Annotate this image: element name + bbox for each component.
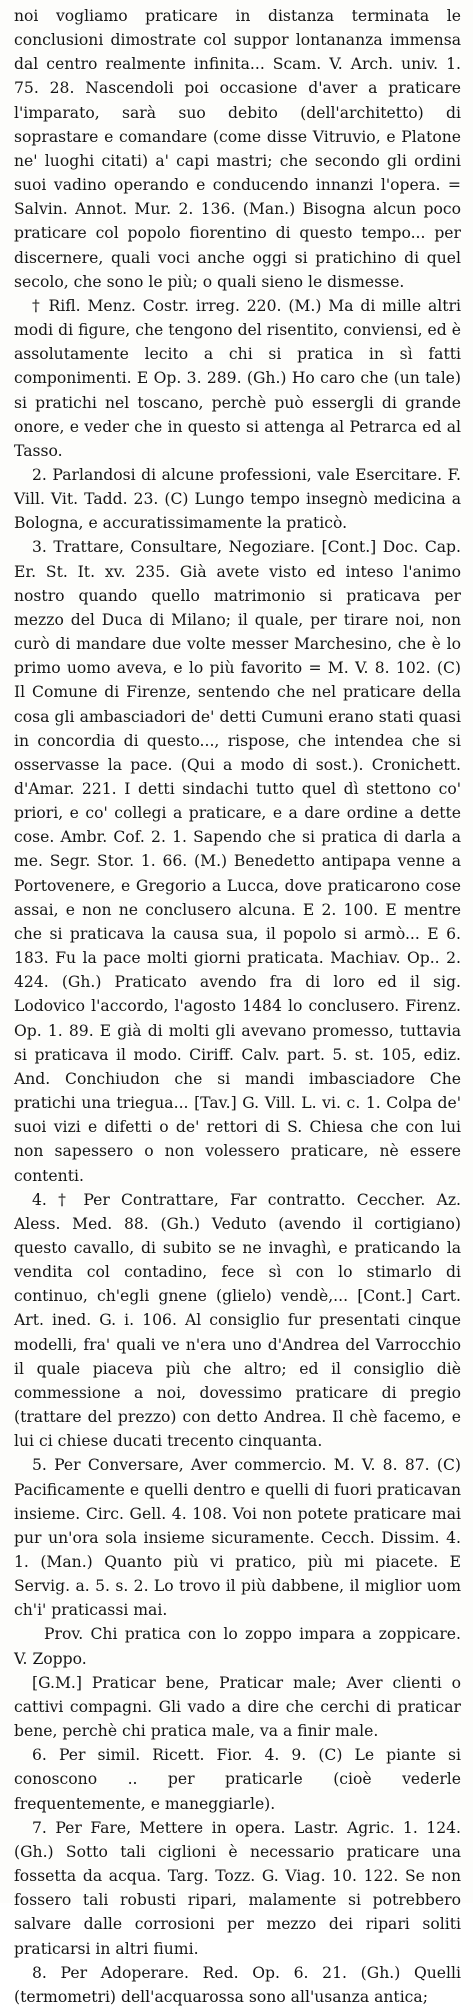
sense-8-adoperare: 8. Per Adoperare. Red. Op. 6. 21. (Gh.) Quelli (termometri) dell'acquarossa sono all'usanza antica; [14, 1963, 461, 2006]
sense-5-conversare: 5. Per Conversare, Aver commercio. M. V. 8. 87. (C) Pacificamente e quelli dentro e quelli di fuori praticavan insieme. Circ. Gell. 4. 108. Voi non potete praticare mai pur un'ora sola insieme sicuramente. Cecch. Dissim. 4. 1. (Man.) Quanto più vi pratico, più mi piacete. E Servig. a. 5. s. 2. Lo trovo il più dabbene, il miglior uom ch'i' praticassi mai. [14, 1456, 461, 1620]
sense-6-simil: 6. Per simil. Ricett. Fior. 4. 9. (C) Le piante si conoscono .. per praticarle (cioè vederle frequentemente, e maneggiarle). [14, 1746, 461, 1813]
sense-4-contrattare: 4. † Per Contrattare, Far contratto. Ceccher. Az. Aless. Med. 88. (Gh.) Veduto (avendo il cortigiano) questo cavallo, di subito se ne invaghì, e praticando la vendita col contadino, fece sì con lo stimarlo di continuo, ch'egli gnene (glielo) vendè,... [Cont.] Cart. Art. ined. G. i. 106. Al consiglio fur presentati cinque modelli, fra' quali ve n'era uno d'Andrea del Varrocchio il quale piaceva più che altro; ed il consiglio diè commessione a noi, dovessimo praticare di pregio (trattare del prezzo) con detto Andrea. Il chè facemo, e lui ci chiese ducati trecento cinquanta. [14, 1190, 461, 1451]
proverb-zoppo: Prov. Chi pratica con lo zoppo impara a zoppicare. V. Zoppo. [14, 1625, 461, 1668]
sense-3-trattare: 3. Trattare, Consultare, Negoziare. [Cont.] Doc. Cap. Er. St. It. xv. 235. Già avete visto ed inteso l'animo nostro quando quello matrimonio si praticava per mezzo del Duca di Milano; il quale, per tirare noi, non curò di mandare due volte messer Marchesino, che è lo primo uomo aveva, e lo più favorito = M. V. 8. 102. (C) Il Comune di Firenze, sentendo che nel praticare della cosa gli ambasciadori de' detti Cumuni erano stati quasi in concordia di questo..., rispose, che intendea che si osservasse la pace. (Qui a modo di sost.). Cronichett. d'Amar. 221. I detti sindachi tutto quel dì stettono co' priori, e co' collegi a praticare, e a dare ordine a dette cose. Ambr. Cof. 2. 1. Sapendo che si pratica di darla a me. Segr. Stor. 1. 66. (M.) Benedetto antipapa venne a Portovenere, e Gregorio a Lucca, dove praticarono cose assai, e non ne conclusero alcuna. E 2. 100. E mentre che si praticava la causa sua, il popolo si armò... E 6. 183. Fu la pace molti giorni praticata. Machiav. Op.. 2. 424. (Gh.) Praticato avendo fra di loro ed il sig. Lodovico l'accordo, l'agosto 1484 lo conclusero. Firenz. Op. 1. 89. E già di molti gli avevano promesso, tuttavia si praticava il modo. Ciriff. Calv. part. 5. st. 105, ediz. And. Conchiudon che si mandi imbasciadore Che pratichi una triegua... [Tav.] G. Vill. L. vi. c. 1. Colpa de' suoi vizi e difetti o de' rettori di S. Chiesa che con lui non sapessero o non volessero praticare, nè essere contenti. [14, 538, 461, 1185]
entry-continuation-paragraph: noi vogliamo praticare in distanza terminata le conclusioni dimostrate col suppor lontananza immensa dal centro realmente infinita... Scam. V. Arch. univ. 1. 75. 28. Nascendoli poi occasione d'aver a praticare l'imparato, sarà suo debito (dell'architetto) di soprastare e comandare (come disse Vitruvio, e Platone ne' luoghi citati) a' capi mastri; che secondo gli ordini suoi vadino operando e conducendo innanzi l'opera. = Salvin. Annot. Mur. 2. 136. (Man.) Bisogna alcun poco praticare col popolo fiorentino di questo tempo... per discernere, quali voci anche oggi si pratichino di quel secolo, che sono le più; o quali sieno le dismesse. [14, 7, 461, 291]
praticar-bene-note: [G.M.] Praticar bene, Praticar male; Aver clienti o cattivi compagni. Gli vado a dire che cerchi di praticar bene, perchè chi pratica male, va a finir male. [14, 1673, 461, 1741]
sense-7-fare: 7. Per Fare, Mettere in opera. Lastr. Agric. 1. 124. (Gh.) Sotto tali ciglioni è necessario praticare una fossetta da acqua. Targ. Tozz. G. Viag. 10. 122. Se non fossero tali robusti ripari, malamente si potrebbero salvare dalle corrosioni per mezzo dei ripari soliti praticarsi in altri fiumi. [14, 1818, 461, 1958]
sense-2-esercitare: 2. Parlandosi di alcune professioni, vale Esercitare. F. Vill. Vit. Tadd. 23. (C) Lungo tempo insegnò medicina a Bologna, e accuratissimamente la praticò. [14, 465, 461, 533]
entry-paragraph-rifl-menz: † Rifl. Menz. Costr. irreg. 220. (M.) Ma di mille altri modi di figure, che tengono del risentito, conviensi, ed è assolutamente lecito a chi si pratica in sì fatti componimenti. E Op. 3. 289. (Gh.) Ho caro che (un tale) si pratichi nel toscano, perchè può essergli di grande onore, e veder che in questo si attenga al Petrarca ed al Tasso. [14, 296, 461, 460]
